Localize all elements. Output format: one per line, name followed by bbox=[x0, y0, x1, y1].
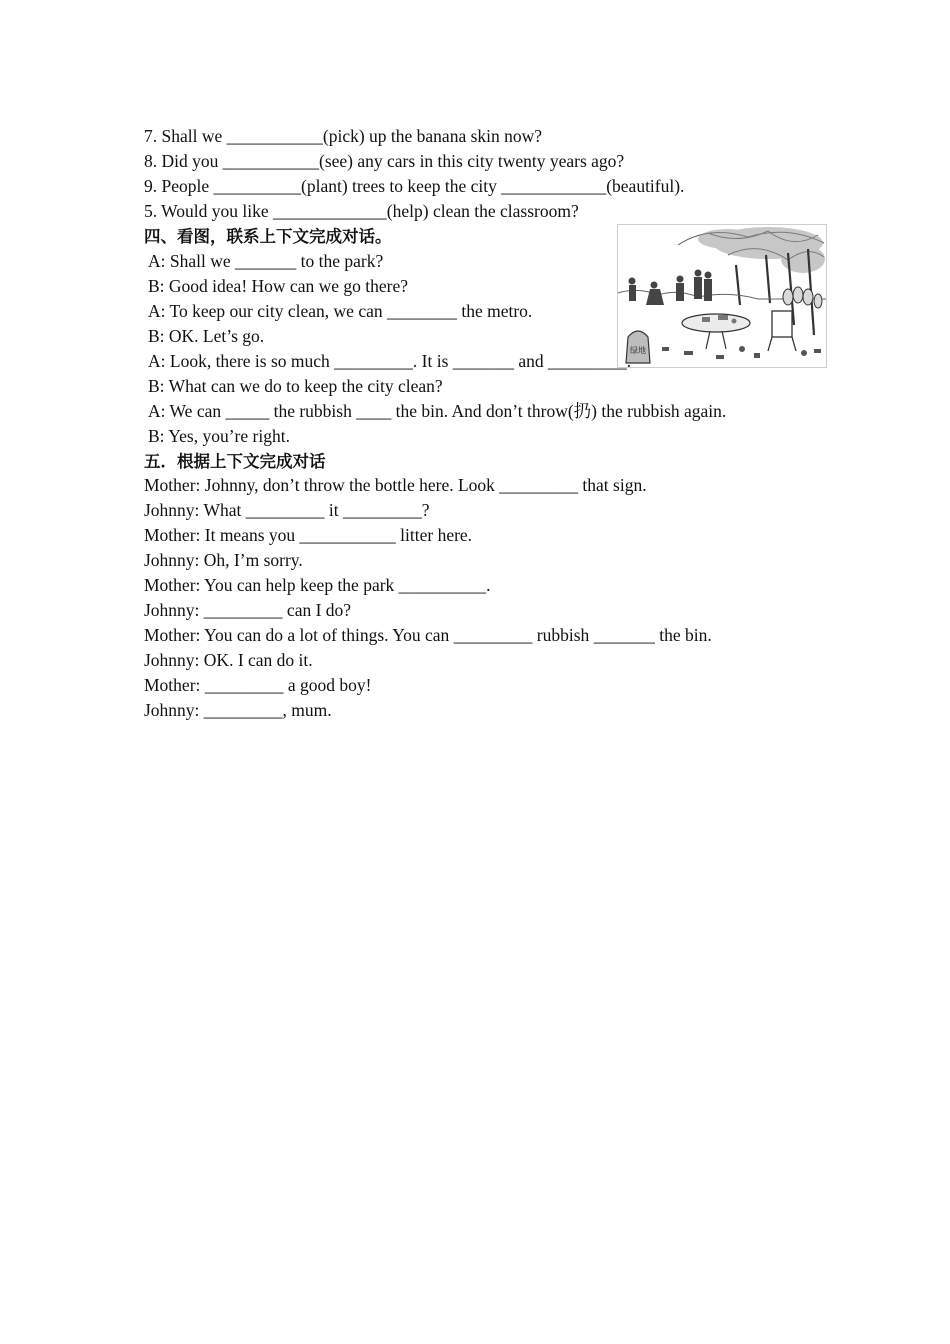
exercise-8: 8. Did you ___________(see) any cars in this city twenty years ago? bbox=[144, 151, 625, 171]
dialogue-5-line-1: Mother: Johnny, don’t throw the bottle here. Look _________ that sign. bbox=[144, 475, 647, 495]
dialogue-4-line-7: A: We can _____ the rubbish ____ the bin. And don’t throw(扔) the rubbish again. bbox=[148, 401, 727, 421]
dialogue-5-line-4: Johnny: Oh, I’m sorry. bbox=[144, 550, 303, 570]
dialogue-5-line-6: Johnny: _________ can I do? bbox=[144, 600, 352, 620]
dialogue-5-line-8: Johnny: OK. I can do it. bbox=[144, 650, 313, 670]
section-5-heading: 五．根据上下文完成对话 bbox=[144, 452, 326, 471]
dialogue-5-line-10: Johnny: _________, mum. bbox=[144, 700, 332, 720]
dialogue-4-line-1: A: Shall we _______ to the park? bbox=[148, 251, 384, 271]
dialogue-5-line-2: Johnny: What _________ it _________? bbox=[144, 500, 430, 520]
exercise-7: 7. Shall we ___________(pick) up the banana skin now? bbox=[144, 126, 543, 146]
dialogue-5-line-9: Mother: _________ a good boy! bbox=[144, 675, 372, 695]
park-litter-illustration-icon bbox=[618, 225, 826, 367]
park-litter-picture bbox=[617, 224, 827, 368]
section-4-heading: 四、看图，联系上下文完成对话。 bbox=[144, 227, 392, 246]
dialogue-4-line-3: A: To keep our city clean, we can ________ the metro. bbox=[148, 301, 533, 321]
exercise-9: 9. People __________(plant) trees to keep the city ____________(beautiful). bbox=[144, 176, 685, 196]
dialogue-4-line-6: B: What can we do to keep the city clean? bbox=[148, 376, 443, 396]
dialogue-5-line-5: Mother: You can help keep the park __________. bbox=[144, 575, 491, 595]
dialogue-4-line-8: B: Yes, you’re right. bbox=[148, 426, 290, 446]
dialogue-4-line-2: B: Good idea! How can we go there? bbox=[148, 276, 408, 296]
dialogue-4-line-5: A: Look, there is so much _________. It is _______ and _________. bbox=[148, 351, 632, 371]
dialogue-5-line-7: Mother: You can do a lot of things. You can _________ rubbish _______ the bin. bbox=[144, 625, 712, 645]
dialogue-4-line-4: B: OK. Let’s go. bbox=[148, 326, 265, 346]
dialogue-5-line-3: Mother: It means you ___________ litter here. bbox=[144, 525, 473, 545]
exercise-5: 5. Would you like _____________(help) clean the classroom? bbox=[144, 201, 579, 221]
sign-lettering: 绿地 bbox=[630, 346, 646, 355]
